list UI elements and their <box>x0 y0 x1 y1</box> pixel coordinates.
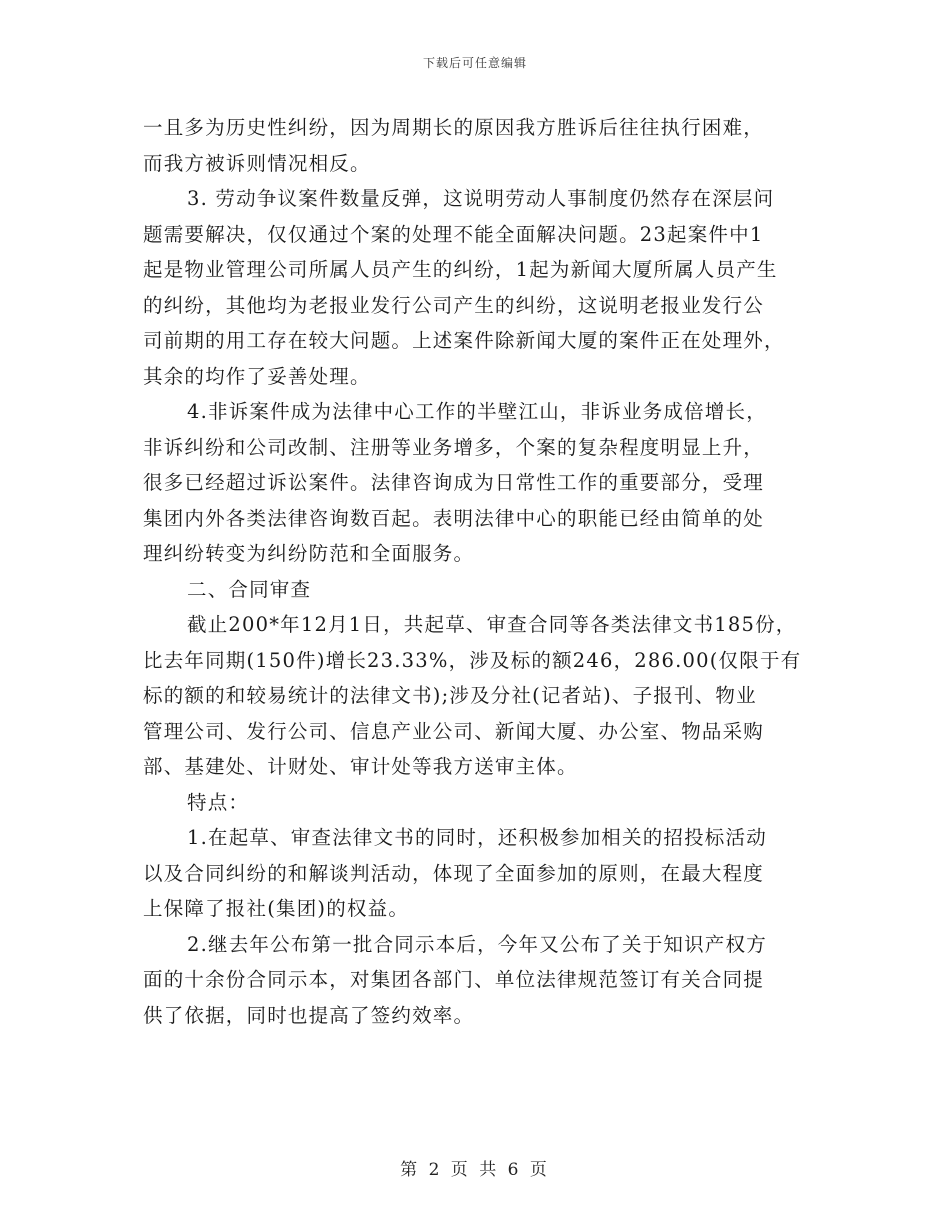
body-line: 一且多为历史性纠纷，因为周期长的原因我方胜诉后往往执行困难， <box>143 116 765 139</box>
document-body <box>143 110 823 1033</box>
body-line: 截止200*年12月1日，共起草、审查合同等各类法律文书185份， <box>187 613 797 636</box>
section-heading: 二、合同审查 <box>187 577 312 601</box>
body-line: 标的额的和较易统计的法律文书);涉及分社(记者站)、子报刊、物业 <box>143 684 757 707</box>
body-line: 部、基建处、计财处、审计处等我方送审主体。 <box>143 755 578 778</box>
body-line: 很多已经超过诉讼案件。法律咨询成为日常性工作的重要部分，受理 <box>143 471 765 494</box>
body-line: 以及合同纠纷的和解谈判活动，体现了全面参加的原则，在最大程度 <box>143 861 765 885</box>
body-line: 的纠纷，其他均为老报业发行公司产生的纠纷，这说明老报业发行公 <box>143 293 765 317</box>
body-line: 比去年同期(150件)增长23.33%，涉及标的额246，286.00(仅限于有 <box>143 648 802 672</box>
page-header: 下载后可任意编辑 <box>422 56 527 70</box>
body-line: 供了依据，同时也提高了签约效率。 <box>143 1003 475 1027</box>
body-line: 4.非诉案件成为法律中心工作的半壁江山，非诉业务成倍增长， <box>187 400 767 423</box>
body-line: 2.继去年公布第一批合同示本后，今年又公布了关于知识产权方 <box>187 932 767 956</box>
body-line: 理纠纷转变为纠纷防范和全面服务。 <box>143 542 475 565</box>
body-line: 集团内外各类法律咨询数百起。表明法律中心的职能已经由简单的处 <box>143 506 765 530</box>
body-line: 而我方被诉则情况相反。 <box>143 151 371 175</box>
body-line: 起是物业管理公司所属人员产生的纠纷，1起为新闻大厦所属人员产生 <box>143 258 778 281</box>
body-line: 上保障了报社(集团)的权益。 <box>143 897 410 920</box>
body-line: 1.在起草、审查法律文书的同时，还积极参加相关的招投标活动 <box>187 826 767 849</box>
page-number: 第 2 页 共 6 页 <box>400 1160 550 1180</box>
body-line: 管理公司、发行公司、信息产业公司、新闻大厦、办公室、物品采购 <box>143 719 765 743</box>
subheading: 特点： <box>187 790 250 814</box>
body-line: 司前期的用工存在较大问题。上述案件除新闻大厦的案件正在处理外， <box>143 329 785 352</box>
body-line: 3. 劳动争议案件数量反弹，这说明劳动人事制度仍然存在深层问 <box>187 187 775 210</box>
body-line: 非诉纠纷和公司改制、注册等业务增多，个案的复杂程度明显上升， <box>143 435 765 459</box>
body-line: 其余的均作了妥善处理。 <box>143 364 371 388</box>
body-line: 题需要解决，仅仅通过个案的处理不能全面解决问题。23起案件中1 <box>143 222 764 246</box>
body-line: 面的十余份合同示本，对集团各部门、单位法律规范签订有关合同提 <box>143 968 765 991</box>
